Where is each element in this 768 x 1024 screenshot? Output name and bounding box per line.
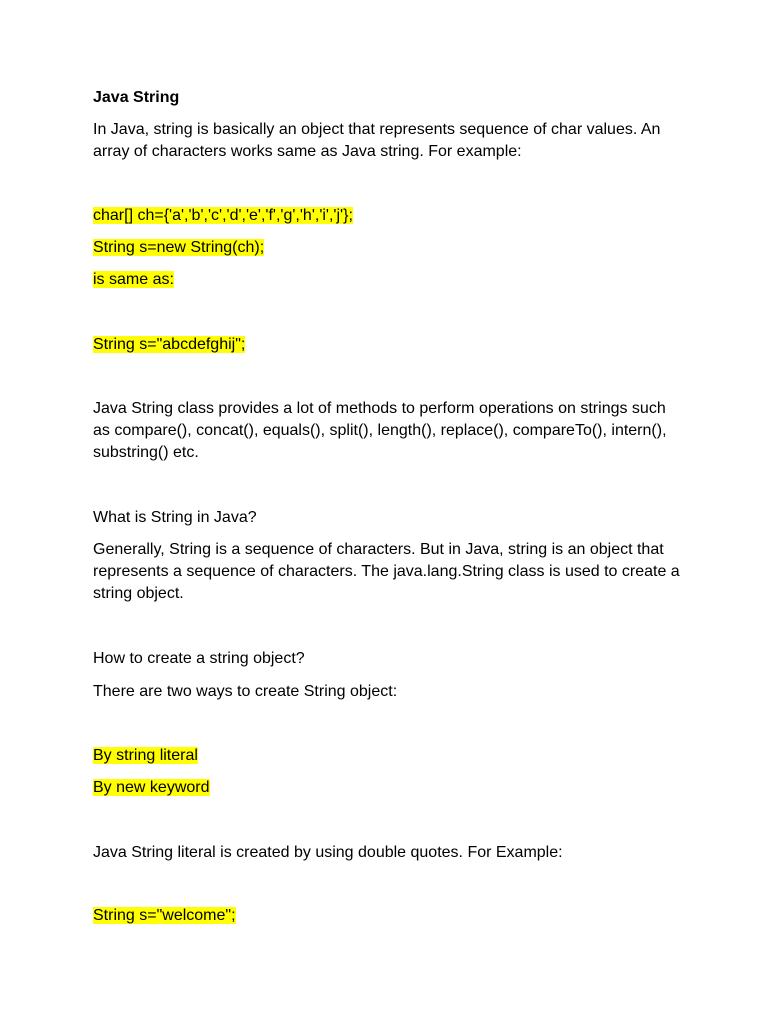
section-question: What is String in Java? bbox=[93, 509, 257, 526]
highlighted-code: char[] ch={'a','b','c','d','e','f','g','h','i','j'}; bbox=[93, 207, 353, 224]
document-title: Java String bbox=[93, 89, 180, 106]
code-line bbox=[93, 905, 683, 927]
highlighted-code: String s="welcome"; bbox=[93, 907, 236, 924]
intro-paragraph: In Java, string is basically an object that represents sequence of char values. An array of characters works same as Java string. For example: bbox=[93, 121, 661, 160]
code-line bbox=[93, 334, 683, 356]
code-line bbox=[93, 269, 683, 291]
highlighted-text: By string literal bbox=[93, 747, 198, 764]
highlighted-code: String s="abcdefghij"; bbox=[93, 336, 246, 353]
section-answer: There are two ways to create String object: bbox=[93, 683, 398, 700]
highlighted-text: By new keyword bbox=[93, 779, 210, 796]
methods-paragraph: Java String class provides a lot of methods to perform operations on strings such as compare(), concat(), equals(), split(), length(), replace(), compareTo(), intern(), substring() etc. bbox=[93, 400, 667, 461]
literal-paragraph: Java String literal is created by using double quotes. For Example: bbox=[93, 844, 563, 861]
highlighted-text: is same as: bbox=[93, 271, 174, 288]
list-item bbox=[93, 777, 683, 799]
list-item bbox=[93, 745, 683, 767]
section-answer: Generally, String is a sequence of characters. But in Java, string is an object that represents a sequence of characters. The java.lang.String class is used to create a string object. bbox=[93, 541, 680, 602]
section-question: How to create a string object? bbox=[93, 650, 305, 667]
code-line bbox=[93, 205, 683, 227]
highlighted-code: String s=new String(ch); bbox=[93, 239, 265, 256]
code-line bbox=[93, 237, 683, 259]
